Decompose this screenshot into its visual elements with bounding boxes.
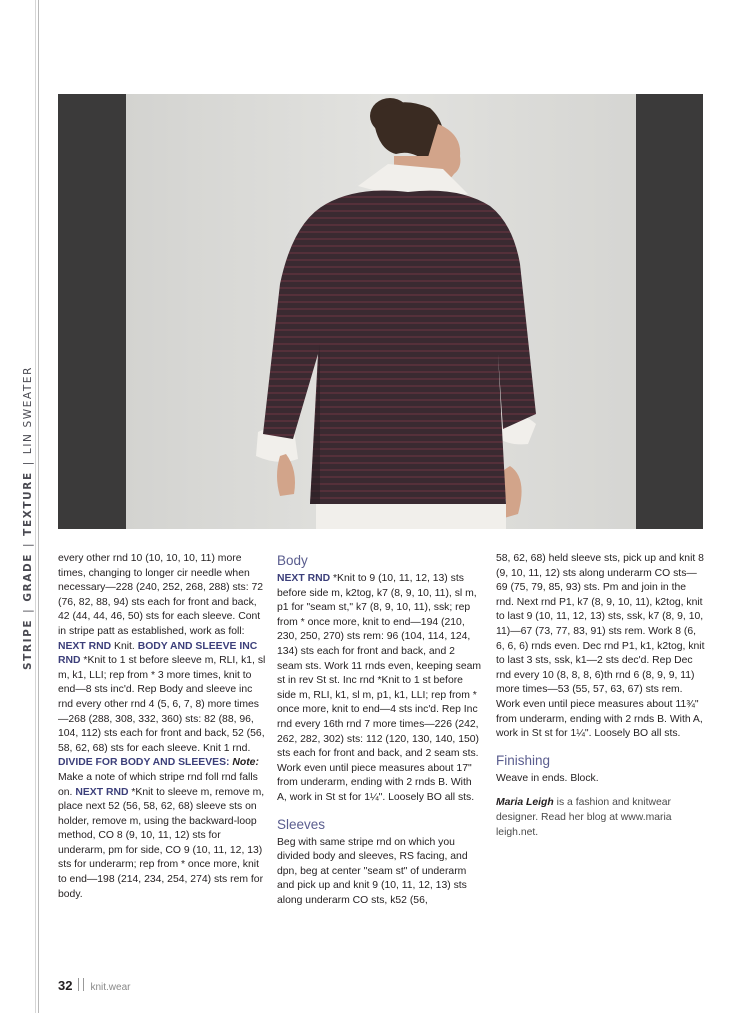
section-word-texture: TEXTURE [22,471,34,536]
text-column-3 [496,552,706,840]
section-heading-body: Body [277,553,308,568]
page-footer [58,978,130,993]
author-name: Maria Leigh [496,797,554,809]
paragraph [58,552,266,902]
text: *Knit to 1 st before sleeve m, RLI, k1, sl m, k1, LLI; rep from * 3 more times, knit to end—8 sts inc'd. Rep Body and sleeve inc rnd every other rnd 4 (5, 6, 7, 8) more times—268 (288, 308, 332, 360) sts: 82 (88, 96, 104, 112) sts each for front and back, 52 (56, 58, 62, 68) sts for each sleeve. Knit 1 rnd. [58,655,266,754]
step-label: NEXT RND [75,786,129,798]
margin-rule [35,0,36,1013]
paragraph: Weave in ends. Block. [496,772,599,784]
page-number: 32 [58,978,73,993]
section-heading-finishing: Finishing [496,752,551,768]
paragraph: Beg with same stripe rnd on which you divided body and sleeves, RS facing, and dpn, beg at center "seam st" of underarm and pick up and knit 9 (10, 11, 12, 13) sts along underarm CO sts, k52 (56, [277,836,468,906]
paragraph [277,572,483,806]
section-word-stripe: STRIPE [22,618,34,670]
wall-left [58,94,126,529]
section-heading-sleeves: Sleeves [277,816,326,832]
text: Knit. [111,640,135,652]
step-label: DIVIDE FOR BODY AND SLEEVES: [58,757,233,769]
separator: | [22,541,34,547]
section-side-label [22,366,34,670]
bio-text: is a fashion and knitwear designer. Read her blog at www.maria leigh.net. [496,797,672,838]
step-label: NEXT RND [58,640,112,652]
separator: | [22,607,34,613]
paragraph: 58, 62, 68) held sleeve sts, pick up and knit 8 (9, 10, 11, 12) sts along underarm CO sts—69 (75, 79, 85, 93) sts. Pm and join in the rnd. Next rnd P1, k7 (8, 9, 10, 11), k2tog, knit to last 9 (10, 11, 12, 13) sts, ssk, k7 (8, 9, 10, 11)—67 (73, 77, 83, 91) sts rem. Work 8 (6, 6, 6, 6) rnds even. Dec rnd P1, k1, k2tog, knit to last 3 sts, ssk, k1—2 sts dec'd. Rep Dec rnd every 10 (8, 8, 8, 6)th rnd 6 (8, 9, 9, 11) more times—53 (55, 57, 63, 67) sts rem. Work even until piece measures about 11¾" from underarm, ending with 2 rnds B. With A, work in St st for 1¼". Loosely BO all sts. [496,553,705,740]
step-label: NEXT RND [277,573,331,584]
separator: | [22,460,34,466]
text: *Knit to 9 (10, 11, 12, 13) sts before side m, k2tog, k7 (8, 9, 10, 11), sl m, p1 for "seam st," k7 (8, 9, 10, 11), ssk; rep from * once more, knit to end—194 (210, 230, 250, 270) sts rem: 96 (104, 114, 124, 134) sts each for front and back, and 2 seam sts. Work 11 rnds even, keeping seam st in rev St st. Inc rnd *Knit to 1 st before side m, RLI, k1, sl m, p1, k1, LLI; rep from * once more, knit to end—4 sts inc'd. Rep Inc rnd every 16th rnd 7 more times—226 (242, 262, 282, 302) sts: 112 (120, 130, 140, 150) sts each for front and back, and 2 seam sts. Work even until piece measures about 17" from underarm, ending with 2 rnds B. With A, work in St st for 1¼". Loosely BO all sts. [277,573,482,803]
folio-divider [78,978,84,991]
text-column-1 [58,552,266,902]
sweater-photo [58,94,703,529]
section-word-grade: GRADE [22,552,34,602]
author-bio [496,796,706,840]
magazine-name: knit.wear [90,982,131,993]
text: *Knit to sleeve m, remove m, place next 52 (56, 58, 62, 68) sleeve sts on holder, remove m, using the backward-loop method, CO 8 (9, 10, 11, 12) sts for underarm, pm for side, CO 9 (10, 11, 12, 13) sts for underarm; rep from * once more, knit to end—198 (214, 234, 254, 274) sts rem for body. [58,786,265,900]
text: Make a note of which stripe rnd foll rnd falls on. [58,771,258,798]
pattern-title: LIN SWEATER [22,365,34,455]
text-column-2 [277,552,483,908]
step-label: BODY AND SLEEVE INC RND [58,640,258,667]
note-label: Note: [232,757,259,769]
wall-right [636,94,703,529]
text: every other rnd 10 (10, 10, 10, 11) more times, changing to longer cir needle when necessary—228 (240, 252, 268, 288) sts: 72 (76, 82, 88, 94) sts each for front and back, 42 (44, 44, 46, 50) sts for each sleeve. Cont in stripe patt as established, work as foll: [58,553,264,637]
